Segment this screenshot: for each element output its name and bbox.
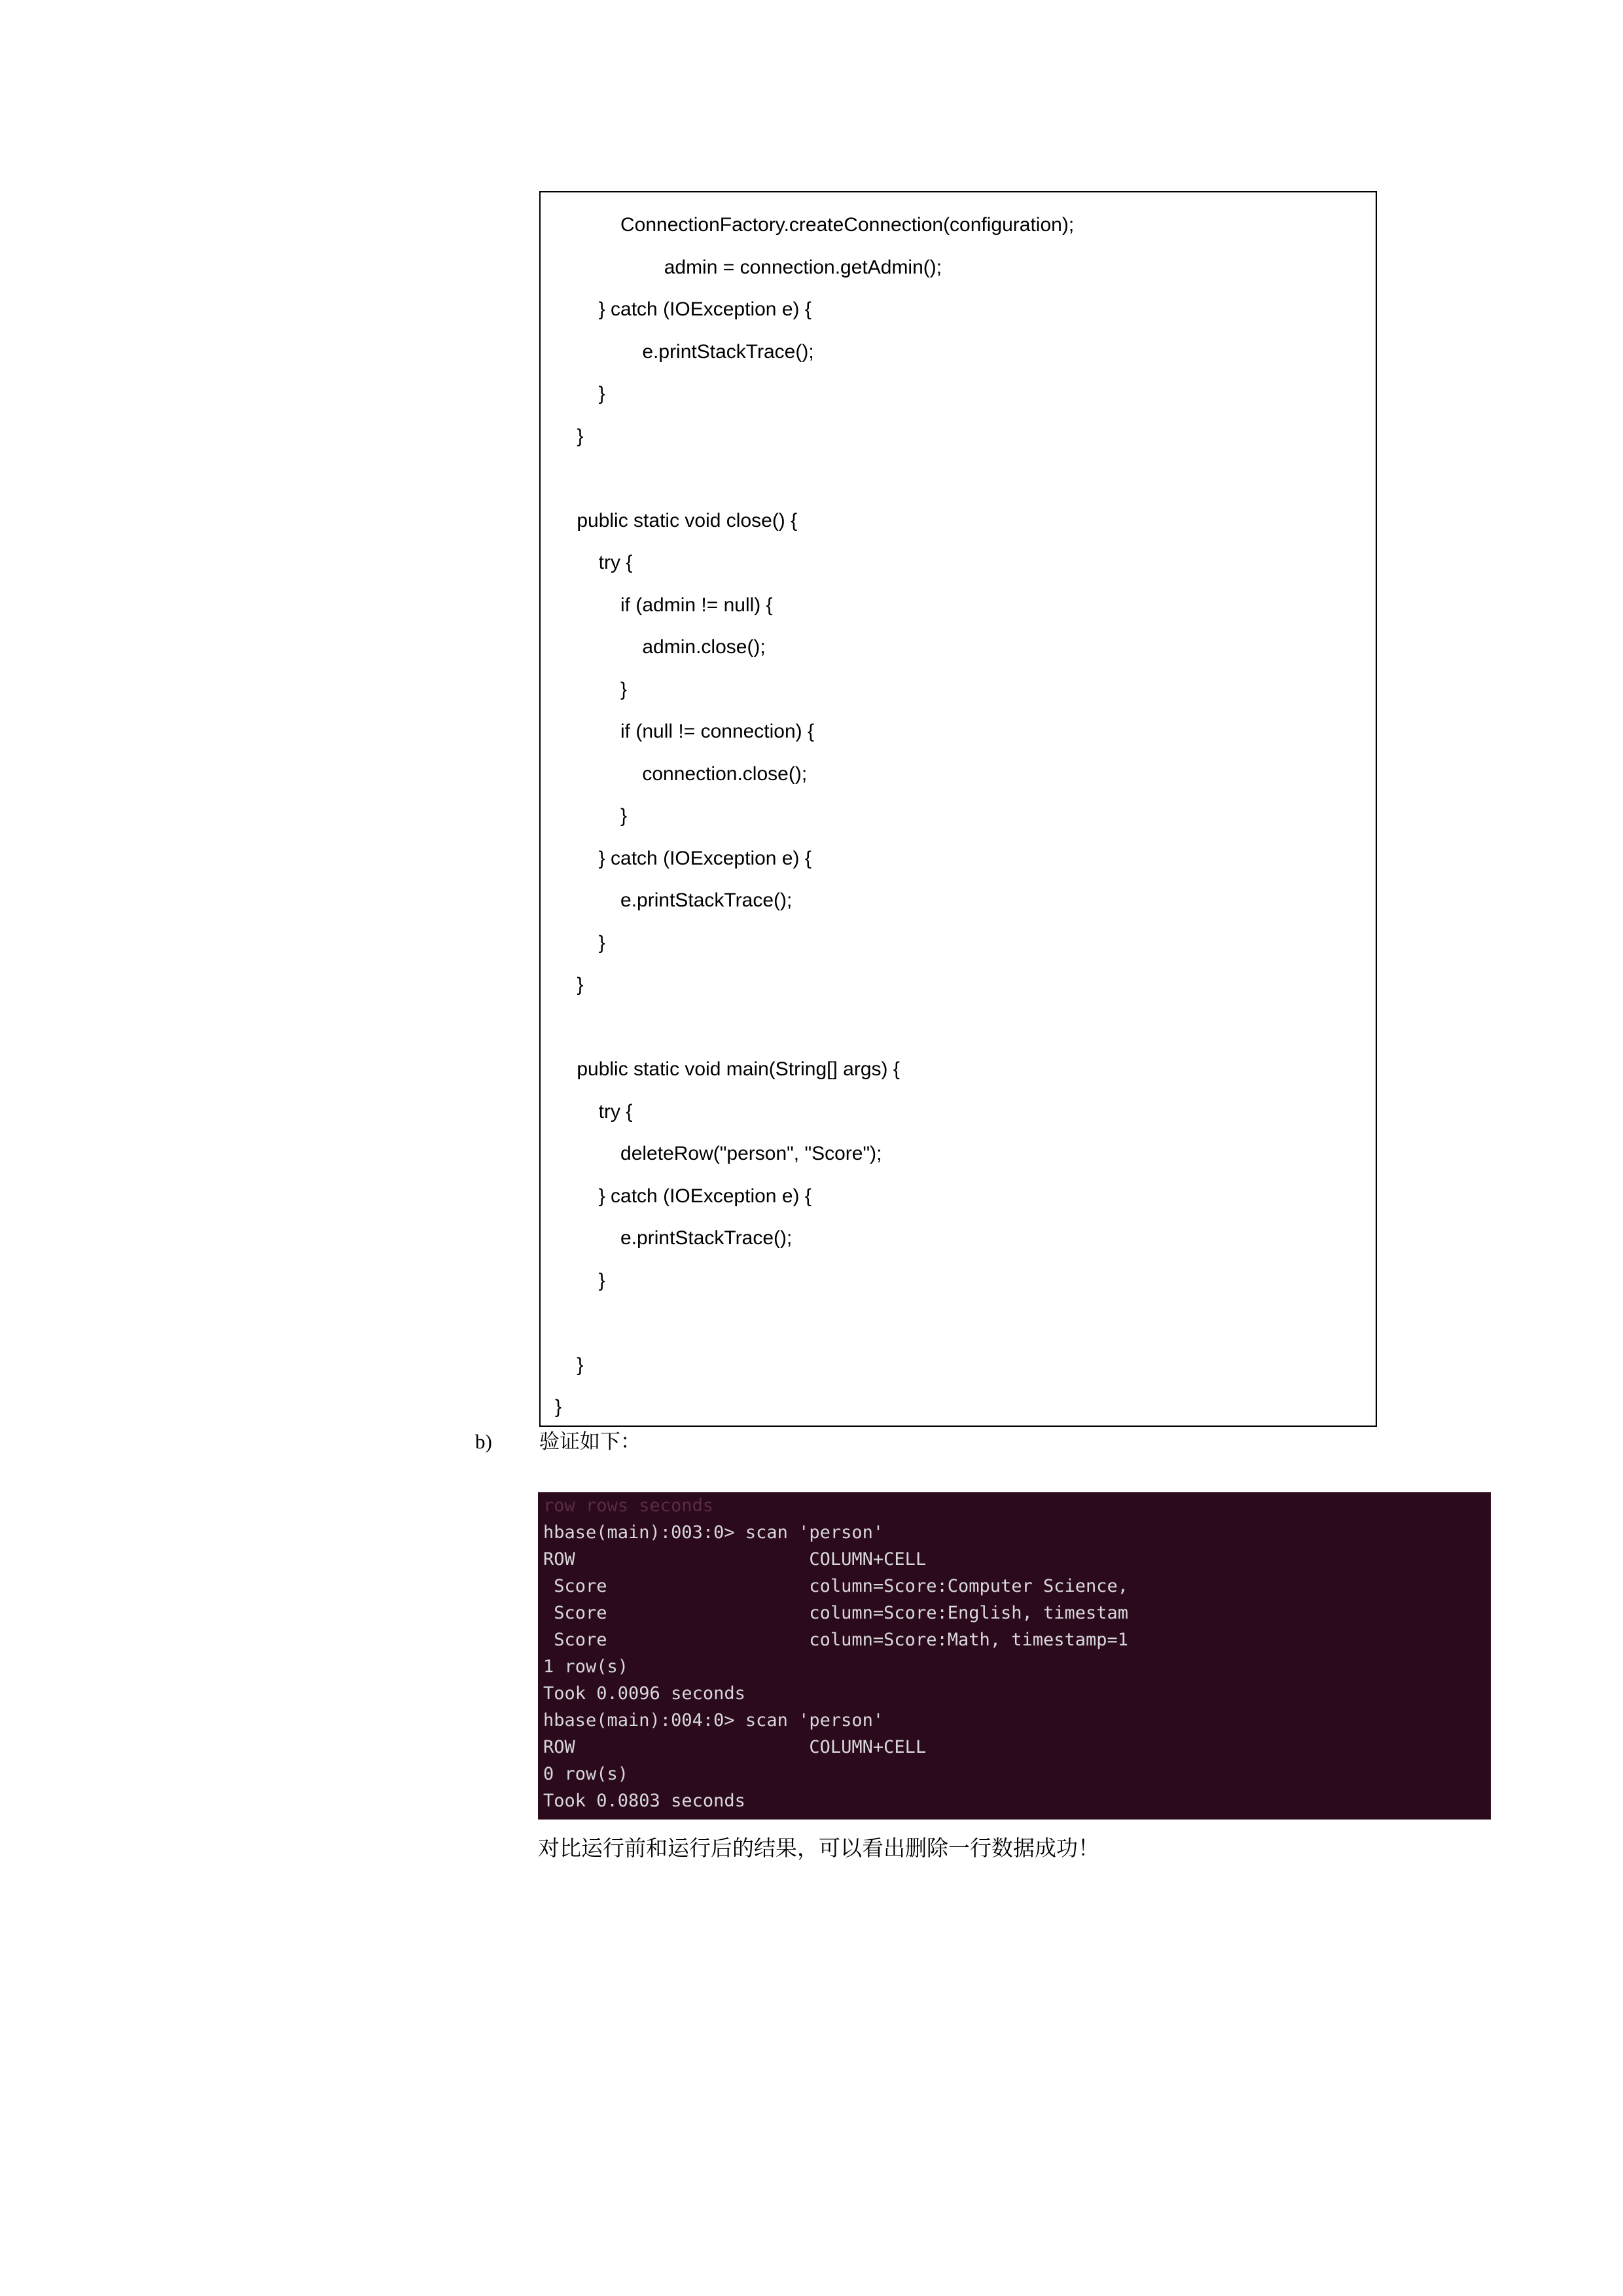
terminal-line: Score column=Score:Computer Science,	[543, 1576, 1129, 1596]
terminal-screenshot	[538, 1492, 1491, 1820]
code-line: }	[555, 805, 628, 827]
code-line: }	[555, 974, 584, 996]
code-lines	[541, 192, 1376, 1429]
code-line: } catch (IOException e) {	[555, 298, 812, 320]
terminal-line: hbase(main):003:0> scan 'person'	[543, 1522, 884, 1543]
terminal-line: Took 0.0803 seconds	[543, 1791, 745, 1811]
code-line: e.printStackTrace();	[555, 1227, 793, 1249]
code-line: try {	[555, 552, 633, 573]
code-line: }	[555, 1269, 605, 1291]
terminal-line: 0 row(s)	[543, 1764, 629, 1784]
code-line: public static void close() {	[555, 509, 798, 531]
caption-text: 对比运行前和运行后的结果，可以看出删除一行数据成功！	[538, 1837, 1099, 1861]
code-line: }	[555, 1396, 562, 1418]
terminal-line: row rows seconds	[543, 1496, 714, 1516]
code-line: admin = connection.getAdmin();	[555, 256, 942, 278]
list-marker: b)	[475, 1430, 492, 1453]
code-line: }	[555, 931, 605, 954]
code-line: public static void main(String[] args) {	[555, 1058, 900, 1080]
terminal-line: Took 0.0096 seconds	[543, 1683, 745, 1704]
code-line: }	[555, 678, 628, 700]
code-line: e.printStackTrace();	[555, 889, 793, 911]
terminal-line: ROW COLUMN+CELL	[543, 1737, 927, 1757]
terminal-line: Score column=Score:Math, timestamp=1	[543, 1630, 1129, 1650]
code-block	[539, 191, 1377, 1427]
code-line: if (null != connection) {	[555, 721, 815, 742]
code-line: }	[555, 425, 584, 447]
terminal-line: 1 row(s)	[543, 1657, 629, 1677]
code-line	[541, 457, 1376, 500]
code-line: deleteRow("person", "Score");	[555, 1143, 882, 1164]
code-line: } catch (IOException e) {	[555, 1185, 812, 1207]
code-line	[541, 1302, 1376, 1344]
code-line: }	[555, 383, 605, 404]
code-line: } catch (IOException e) {	[555, 847, 812, 869]
code-line: e.printStackTrace();	[555, 340, 814, 363]
code-line: }	[555, 1354, 584, 1376]
code-line: connection.close();	[555, 762, 808, 785]
terminal-line: Score column=Score:English, timestam	[543, 1603, 1129, 1623]
code-line: ConnectionFactory.createConnection(configuration);	[555, 214, 1075, 236]
list-item	[475, 1427, 1391, 1457]
code-line: try {	[555, 1100, 633, 1122]
code-line: admin.close();	[555, 636, 766, 658]
code-line: if (admin != null) {	[555, 594, 773, 616]
code-line	[541, 1007, 1376, 1049]
terminal-line: hbase(main):004:0> scan 'person'	[543, 1710, 884, 1731]
terminal-line: ROW COLUMN+CELL	[543, 1549, 927, 1570]
list-item-label: 验证如下：	[539, 1430, 641, 1453]
